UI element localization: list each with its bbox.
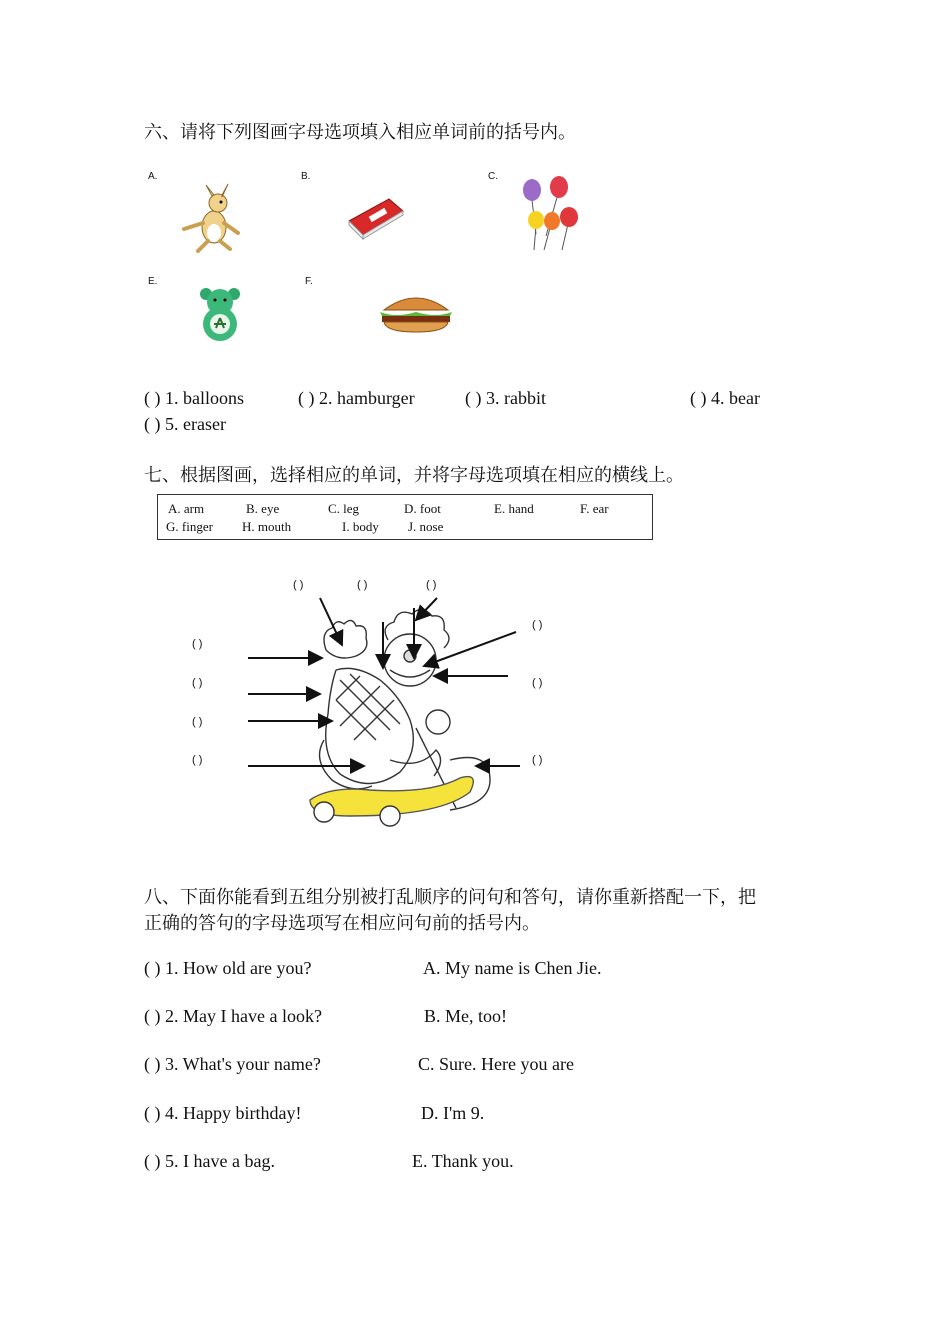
hamburger-picture bbox=[376, 292, 456, 334]
question-4: ( ) 4. Happy birthday! bbox=[144, 1103, 302, 1123]
answer-blank-right-3: ( ) bbox=[532, 754, 543, 766]
section6-heading: 六、请将下列图画字母选项填入相应单词前的括号内。 bbox=[144, 122, 576, 143]
picture-label-e: E. bbox=[148, 276, 158, 287]
picture-label-c: C. bbox=[488, 171, 498, 182]
bear-picture bbox=[196, 286, 244, 344]
word-mouth: H. mouth bbox=[242, 519, 292, 534]
picture-label-b: B. bbox=[301, 171, 311, 182]
section8-heading-line1: 八、下面你能看到五组分别被打乱顺序的问句和答句，请你重新搭配一下，把 bbox=[144, 887, 756, 908]
answer-blank-left-3: ( ) bbox=[192, 716, 203, 728]
picture-label-f: F. bbox=[305, 276, 313, 287]
word-leg: C. leg bbox=[328, 501, 360, 516]
answer-blank-left-1: ( ) bbox=[192, 638, 203, 650]
word-body: I. body bbox=[342, 519, 379, 534]
answer-blank-right-1: ( ) bbox=[532, 619, 543, 631]
word-nose: J. nose bbox=[408, 519, 444, 534]
section7-heading: 七、根据图画，选择相应的单词，并将字母选项填在相应的横线上。 bbox=[144, 465, 684, 486]
section6-item-5: ( ) 5. eraser bbox=[144, 414, 226, 434]
word-arm: A. arm bbox=[168, 501, 205, 516]
balloons-picture bbox=[516, 176, 582, 252]
rabbit-picture bbox=[176, 183, 248, 255]
word-bank-box bbox=[157, 494, 653, 540]
answer-e: E. Thank you. bbox=[412, 1151, 514, 1171]
section8-heading-line2: 正确的答句的字母选项写在相应问句前的括号内。 bbox=[144, 913, 540, 934]
word-hand: E. hand bbox=[494, 501, 534, 516]
question-2: ( ) 2. May I have a look? bbox=[144, 1006, 322, 1026]
picture-label-a: A. bbox=[148, 171, 158, 182]
eraser-picture bbox=[345, 195, 407, 240]
answer-d: D. I'm 9. bbox=[421, 1103, 485, 1123]
question-5: ( ) 5. I have a bag. bbox=[144, 1151, 275, 1171]
section6-item-1: ( ) 1. balloons bbox=[144, 388, 244, 408]
section6-item-3: ( ) 3. rabbit bbox=[465, 388, 546, 408]
answer-blank-top-2: ( ) bbox=[357, 579, 368, 591]
question-3: ( ) 3. What's your name? bbox=[144, 1054, 321, 1074]
section6-item-2: ( ) 2. hamburger bbox=[298, 388, 415, 408]
answer-a: A. My name is Chen Jie. bbox=[423, 958, 602, 978]
answer-blank-top-1: ( ) bbox=[293, 579, 304, 591]
answer-blank-top-3: ( ) bbox=[426, 579, 437, 591]
question-1: ( ) 1. How old are you? bbox=[144, 958, 312, 978]
section6-item-4: ( ) 4. bear bbox=[690, 388, 760, 408]
word-finger: G. finger bbox=[166, 519, 213, 534]
word-ear: F. ear bbox=[580, 501, 609, 516]
clown-scooter-picture bbox=[240, 590, 530, 835]
answer-c: C. Sure. Here you are bbox=[418, 1054, 574, 1074]
answer-blank-right-2: ( ) bbox=[532, 677, 543, 689]
answer-blank-left-2: ( ) bbox=[192, 677, 203, 689]
word-eye: B. eye bbox=[246, 501, 280, 516]
answer-b: B. Me, too! bbox=[424, 1006, 507, 1026]
answer-blank-left-4: ( ) bbox=[192, 754, 203, 766]
word-foot: D. foot bbox=[404, 501, 441, 516]
